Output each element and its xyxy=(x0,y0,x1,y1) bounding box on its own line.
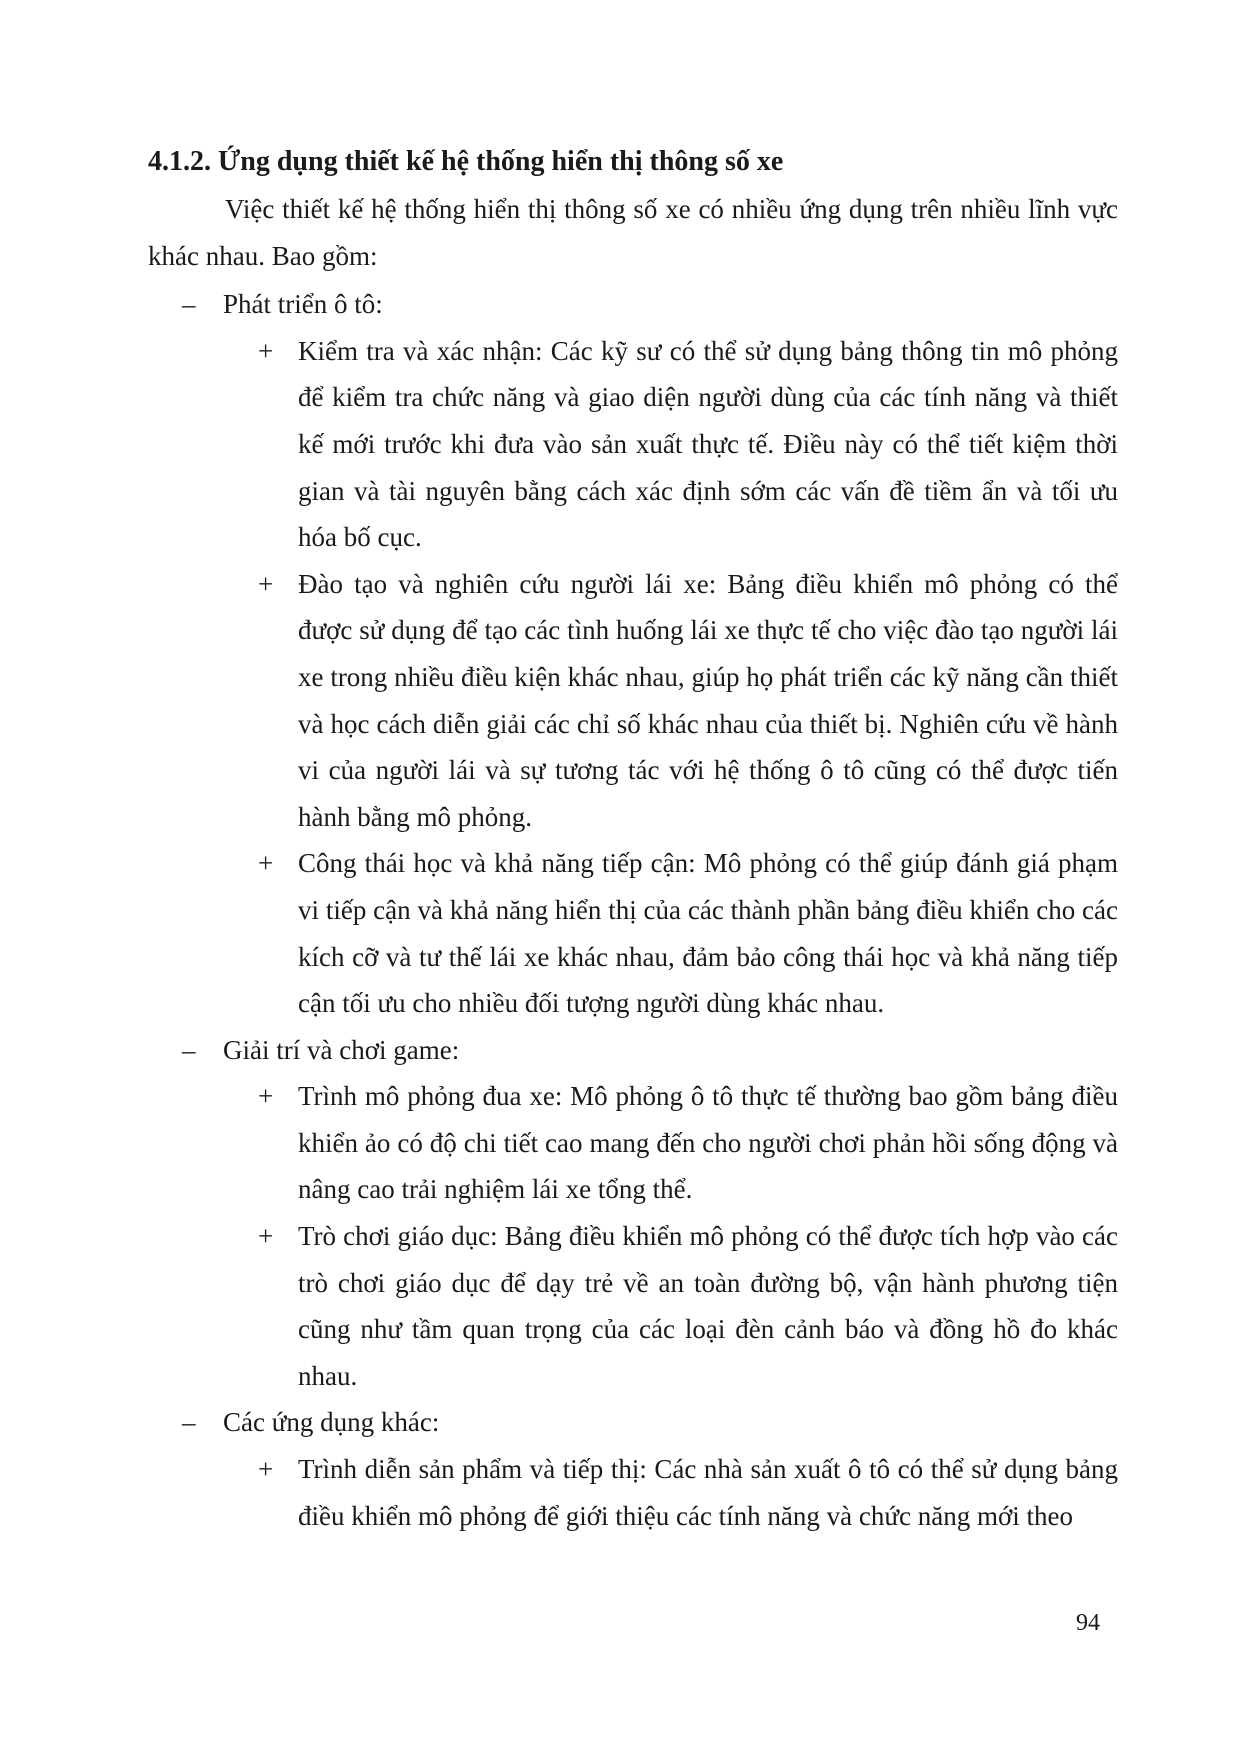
list-item-level2 xyxy=(148,1213,1118,1399)
list-item-level2 xyxy=(148,328,1118,561)
section-automotive xyxy=(148,281,1118,1027)
item-text: Kiểm tra và xác nhận: Các kỹ sư có thể sử dụng bảng thông tin mô phỏng để kiểm tra chức năng và giao diện người dùng của các tính năng và thiết kế mới trước khi đưa vào sản xuất thực tế. Điều này có thể tiết kiệm thời gian và tài nguyên bằng cách xác định sớm các vấn đề tiềm ẩn và tối ưu hóa bố cục. xyxy=(298,335,1118,553)
section-title: Phát triển ô tô: xyxy=(223,289,383,320)
plus-bullet: + xyxy=(258,1454,274,1485)
item-text: Đào tạo và nghiên cứu người lái xe: Bảng điều khiển mô phỏng có thể được sử dụng để tạo các tình huống lái xe thực tế cho việc đào tạo người lái xe trong nhiều điều kiện khác nhau, giúp họ phát triển các kỹ năng cần thiết và học cách diễn giải các chỉ số khác nhau của thiết bị. Nghiên cứu về hành vi của người lái và sự tương tác với hệ thống ô tô cũng có thể được tiến hành bằng mô phỏng. xyxy=(298,568,1118,832)
body-text xyxy=(148,186,1118,1539)
list-item-level1 xyxy=(148,281,1118,328)
plus-bullet: + xyxy=(258,335,274,366)
plus-bullet: + xyxy=(258,848,274,879)
item-text: Công thái học và khả năng tiếp cận: Mô phỏng có thể giúp đánh giá phạm vi tiếp cận và khả năng hiển thị của các thành phần bảng điều khiển cho các kích cỡ và tư thế lái xe khác nhau, đảm bảo công thái học và khả năng tiếp cận tối ưu cho nhiều đối tượng người dùng khác nhau. xyxy=(298,848,1118,1019)
item-text: Trình mô phỏng đua xe: Mô phỏng ô tô thực tế thường bao gồm bảng điều khiển ảo có độ chi tiết cao mang đến cho người chơi phản hồi sống động và nâng cao trải nghiệm lái xe tổng thể. xyxy=(298,1081,1118,1205)
section-title: Các ứng dụng khác: xyxy=(223,1407,440,1438)
section-entertainment xyxy=(148,1027,1118,1400)
section-other-applications xyxy=(148,1399,1118,1539)
dash-bullet: – xyxy=(182,1034,196,1065)
section-title: Giải trí và chơi game: xyxy=(223,1034,460,1065)
list-item-level2 xyxy=(148,1073,1118,1213)
page-number: 94 xyxy=(1076,1610,1100,1636)
dash-bullet: – xyxy=(182,289,196,320)
item-text: Trò chơi giáo dục: Bảng điều khiển mô phỏng có thể được tích hợp vào các trò chơi giáo dục để dạy trẻ về an toàn đường bộ, vận hành phương tiện cũng như tầm quan trọng của các loại đèn cảnh báo và đồng hồ đo khác nhau. xyxy=(298,1221,1118,1391)
item-text: Trình diễn sản phẩm và tiếp thị: Các nhà sản xuất ô tô có thể sử dụng bảng điều khiển mô phỏng để giới thiệu các tính năng và chức năng mới theo xyxy=(298,1454,1118,1531)
list-item-level1 xyxy=(148,1399,1118,1446)
plus-bullet: + xyxy=(258,568,274,599)
list-item-level2 xyxy=(148,561,1118,841)
section-heading: 4.1.2. Ứng dụng thiết kế hệ thống hiển thị thông số xe xyxy=(148,146,784,177)
intro-paragraph: Việc thiết kế hệ thống hiển thị thông số xe có nhiều ứng dụng trên nhiều lĩnh vực khác nhau. Bao gồm: xyxy=(148,194,1118,271)
list-item-level2 xyxy=(148,840,1118,1026)
list-item-level2 xyxy=(148,1446,1118,1539)
plus-bullet: + xyxy=(258,1221,274,1252)
dash-bullet: – xyxy=(182,1407,196,1438)
plus-bullet: + xyxy=(258,1081,274,1112)
list-item-level1 xyxy=(148,1027,1118,1074)
